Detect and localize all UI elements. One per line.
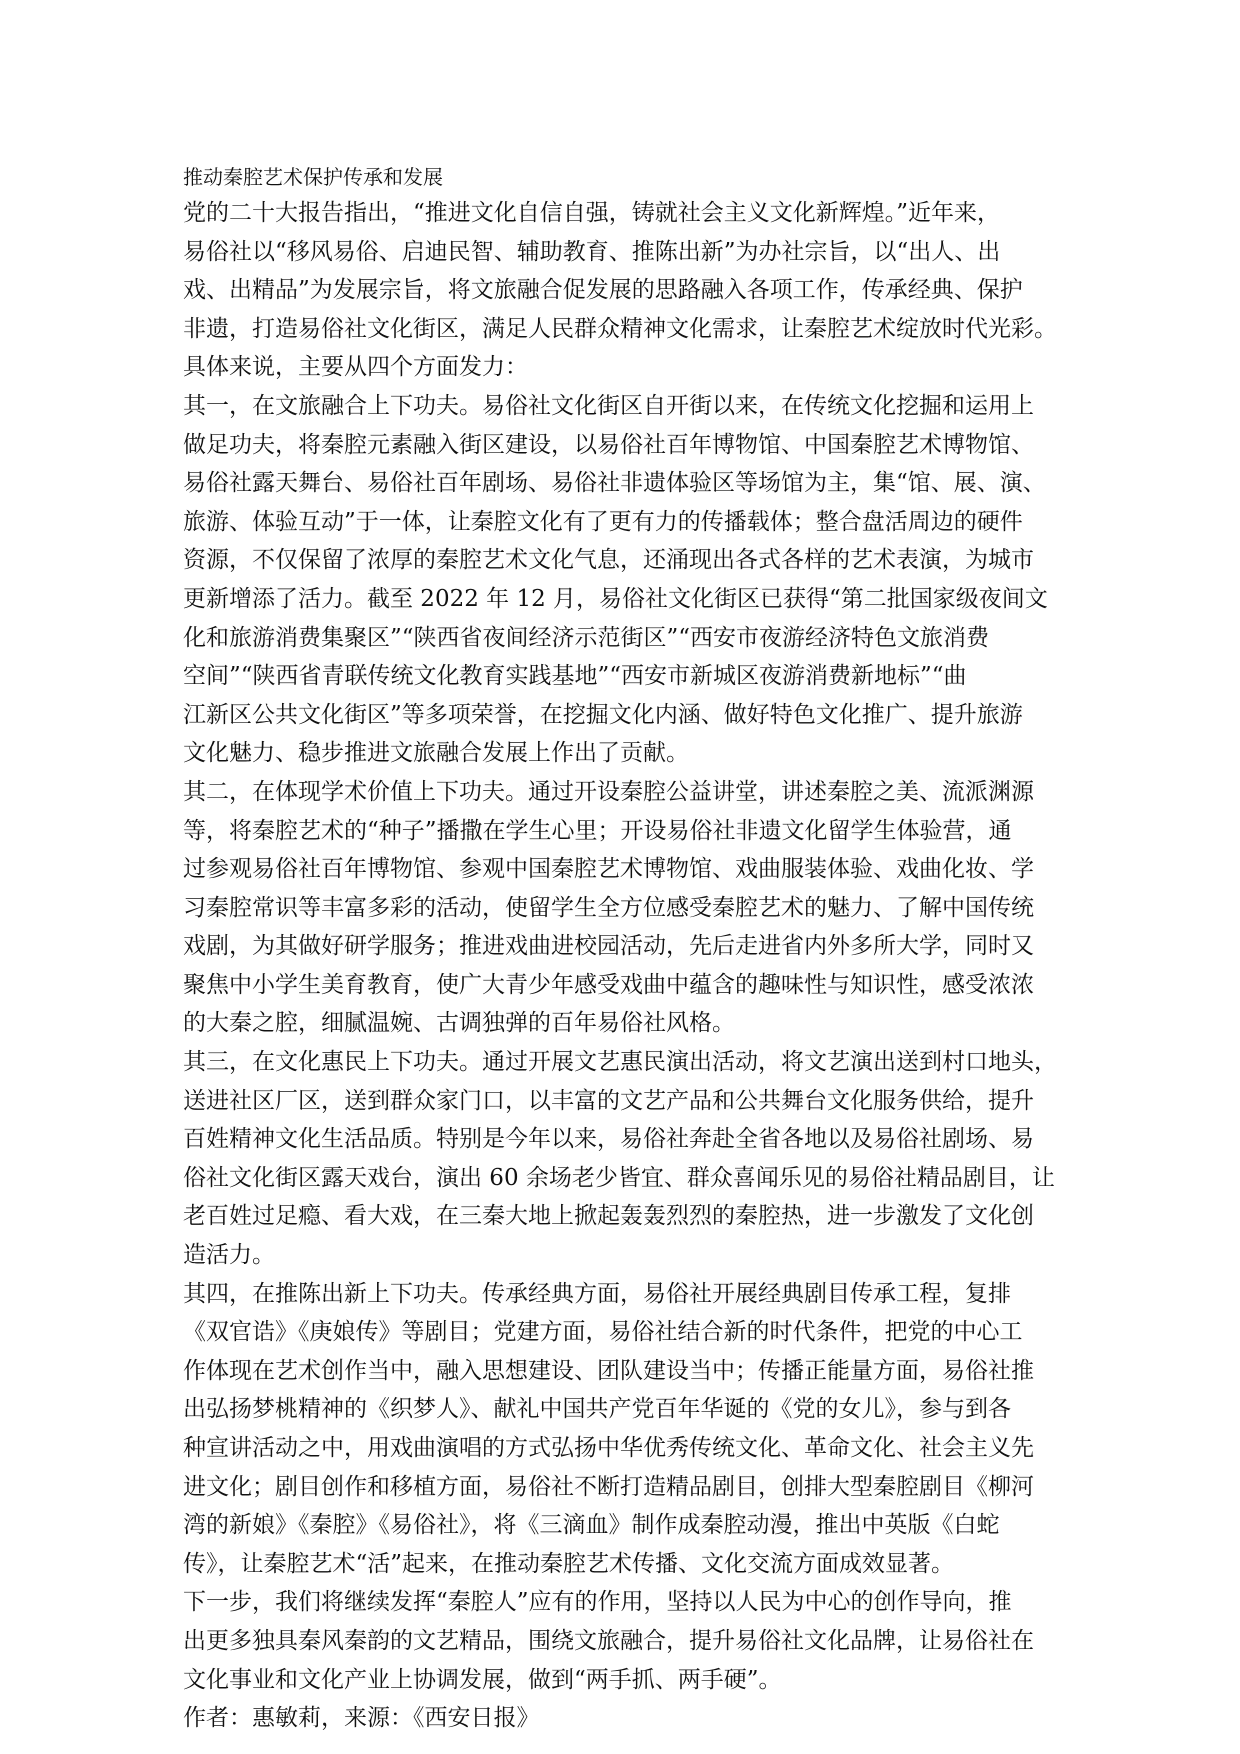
paragraph-point-three: 其三，在文化惠民上下功夫。通过开展文艺惠民演出活动，将文艺演出送到村口地头， 送进社区厂区，送到群众家门口，以丰富的文艺产品和公共舞台文化服务供给，提升 百姓精神文化生活品质。特别是今年以来，易俗社奔赴全省各地以及易俗社剧场、易 俗社文化街区露天戏台，演出 60 余场老少皆宜、群众喜闻乐见的易俗社精品剧目，让 老百姓过足瘾、看大戏，在三秦大地上掀起轰轰烈烈的秦腔热，进一步激发了文化创 造活力。 — [183, 1049, 1057, 1269]
document-title: 推动秦腔艺术保护传承和发展 — [183, 165, 443, 189]
byline: 作者：惠敏莉，来源：《西安日报》 — [183, 1705, 540, 1732]
paragraph-point-four: 其四，在推陈出新上下功夫。传承经典方面，易俗社开展经典剧目传承工程，复排 《双官诰》《庚娘传》等剧目；党建方面，易俗社结合新的时代条件，把党的中心工 作体现在艺术创作当中，融入思想建设、团队建设当中；传播正能量方面，易俗社推 出弘扬梦桃精神的《织梦人》、献礼中国共产党百年华诞的《党的女儿》，参与到各 种宣讲活动之中，用戏曲演唱的方式弘扬中华优秀传统文化、革命文化、社会主义先 进文化；剧目创作和移植方面，易俗社不断打造精品剧目，创排大型秦腔剧目《柳河 湾的新娘》《秦腔》《易俗社》，将《三滴血》制作成秦腔动漫，推出中英版《白蛇 传》，让秦腔艺术“活”起来，在推动秦腔艺术传播、文化交流方面成效显著。 — [183, 1280, 1034, 1577]
document-page — [183, 162, 1073, 1738]
paragraph-intro: 党的二十大报告指出，“推进文化自信自强，铸就社会主义文化新辉煌。”近年来， 易俗社以“移风易俗、启迪民智、辅助教育、推陈出新”为办社宗旨，以“出人、出 戏、出精品”为发展宗旨，将文旅融合促发展的思路融入各项工作，传承经典、保护 非遗，打造易俗社文化街区，满足人民群众精神文化需求，让秦腔艺术绽放时代光彩。 — [183, 200, 1057, 342]
paragraph-point-two: 其二，在体现学术价值上下功夫。通过开设秦腔公益讲堂，讲述秦腔之美、流派渊源 等，将秦腔艺术的“种子”播撒在学生心里；开设易俗社非遗文化留学生体验营，通 过参观易俗社百年博物馆、参观中国秦腔艺术博物馆、戏曲服装体验、戏曲化妆、学 习秦腔常识等丰富多彩的活动，使留学生全方位感受秦腔艺术的魅力、了解中国传统 戏剧，为其做好研学服务；推进戏曲进校园活动，先后走进省内外多所大学，同时又 聚焦中小学生美育教育，使广大青少年感受戏曲中蕴含的趣味性与知识性，感受浓浓 的大秦之腔，细腻温婉、古调独弹的百年易俗社风格。 — [183, 778, 1034, 1037]
paragraph-overview: 具体来说，主要从四个方面发力： — [183, 354, 528, 381]
paragraph-next-steps: 下一步，我们将继续发挥“秦腔人”应有的作用，坚持以人民为中心的创作导向，推 出更多独具秦风秦韵的文艺精品，围绕文旅融合，提升易俗社文化品牌，让易俗社在 文化事业和文化产业上协调发展，做到“两手抓、两手硬”。 — [183, 1589, 1034, 1693]
paragraph-point-one: 其一，在文旅融合上下功夫。易俗社文化街区自开街以来，在传统文化挖掘和运用上 做足功夫，将秦腔元素融入街区建设，以易俗社百年博物馆、中国秦腔艺术博物馆、 易俗社露天舞台、易俗社百年剧场、易俗社非遗体验区等场馆为主，集“馆、展、演、 旅游、体验互动”于一体，让秦腔文化有了更有力的传播载体；整合盘活周边的硬件 资源，不仅保留了浓厚的秦腔艺术文化气息，还涌现出各式各样的艺术表演，为城市 更新增添了活力。截至 2022 年 12 月，易俗社文化街区已获得“第二批国家级夜间文 化和旅游消费集聚区”“陕西省夜间经济示范街区”“西安市夜游经济特色文旅消费 空间”“陕西省青联传统文化教育实践基地”“西安市新城区夜游消费新地标”“曲 江新区公共文化街区”等多项荣誉，在挖掘文化内涵、做好特色文化推广、提升旅游 文化魅力、稳步推进文旅融合发展上作出了贡献。 — [183, 392, 1048, 767]
